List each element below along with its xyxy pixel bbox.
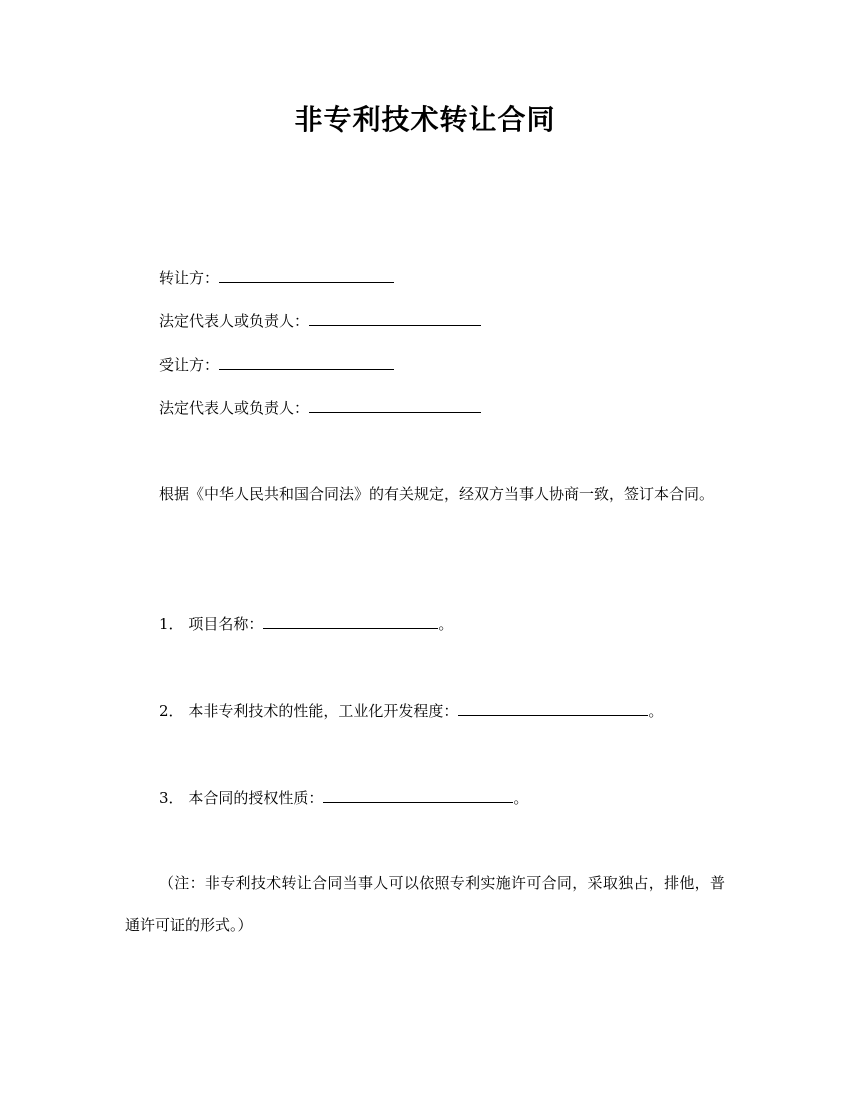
item-1-blank[interactable] xyxy=(263,614,438,629)
transferor-rep-line xyxy=(159,311,481,331)
note-paragraph: （注：非专利技术转让合同当事人可以依照专利实施许可合同，采取独占，排他，普通许可证的形式。） xyxy=(125,874,725,934)
item-3-end: 。 xyxy=(513,789,529,807)
transferee-line xyxy=(159,355,394,375)
transferor-rep-blank[interactable] xyxy=(309,311,481,326)
transferor-rep-label: 法定代表人或负责人： xyxy=(159,312,310,330)
transferee-rep-blank[interactable] xyxy=(309,398,481,413)
transferor-line xyxy=(159,268,394,288)
transferee-rep-line xyxy=(159,398,481,418)
item-1-end: 。 xyxy=(438,615,454,633)
item-3-label: 本合同的授权性质： xyxy=(188,789,324,807)
transferor-blank[interactable] xyxy=(219,268,394,283)
item-2-label: 本非专利技术的性能，工业化开发程度： xyxy=(188,702,459,720)
item-2-line xyxy=(159,701,663,721)
transferee-label: 受让方： xyxy=(159,356,220,374)
item-2-blank[interactable] xyxy=(458,701,648,716)
item-3-blank[interactable] xyxy=(323,788,513,803)
transferee-rep-label: 法定代表人或负责人： xyxy=(159,399,310,417)
page-title: 非专利技术转让合同 xyxy=(294,103,556,136)
transferee-blank[interactable] xyxy=(219,355,394,370)
item-1-line xyxy=(159,614,453,634)
item-2-number: 2． xyxy=(159,702,184,720)
item-1-label: 项目名称： xyxy=(188,615,264,633)
item-2-end: 。 xyxy=(648,702,664,720)
item-3-line xyxy=(159,788,528,808)
item-1-number: 1． xyxy=(159,615,184,633)
transferor-label: 转让方： xyxy=(159,269,220,287)
item-3-number: 3． xyxy=(159,789,184,807)
preamble-paragraph: 根据《中华人民共和国合同法》的有关规定，经双方当事人协商一致，签订本合同。 xyxy=(159,485,715,503)
